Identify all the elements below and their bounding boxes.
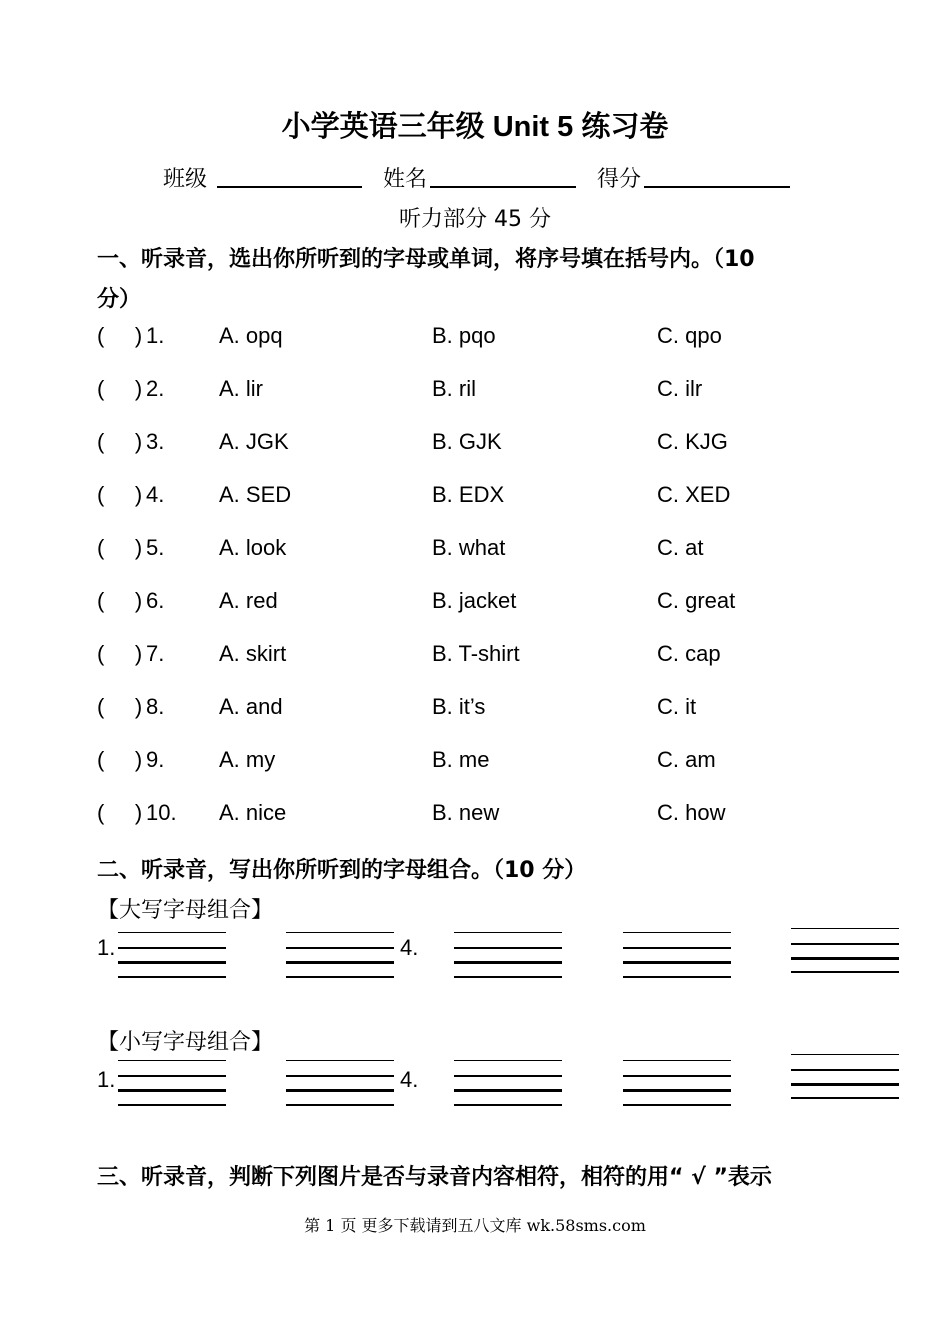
answer-parens[interactable]: ( ) [97,800,143,825]
question-number: 5. [146,535,165,560]
writing-line[interactable] [791,971,899,973]
writing-line[interactable] [286,1104,394,1106]
answer-parens[interactable]: ( ) [97,588,143,613]
answer-parens[interactable]: ( ) [97,323,143,348]
writing-line[interactable] [454,1089,562,1092]
writing-line[interactable] [791,1083,899,1086]
option-b: B. pqo [432,323,496,348]
option-a: A. JGK [219,429,289,454]
writing-line[interactable] [454,1104,562,1106]
writing-line[interactable] [623,1075,731,1077]
class-field[interactable] [217,186,362,188]
uppercase-group-label: 【大写字母组合】 [97,898,274,923]
writing-line[interactable] [454,976,562,978]
writing-line[interactable] [454,961,562,964]
section2-heading: 二、听录音，写出你所听到的字母组合。（10 分） [97,858,587,883]
writing-line[interactable] [791,1097,899,1099]
writing-line[interactable] [118,1104,226,1106]
question-number: 1. [146,323,165,348]
option-b: B. ril [432,376,476,401]
upper-item-4-num: 4. [400,935,419,960]
writing-line[interactable] [623,947,731,949]
option-b: B. EDX [432,482,505,507]
score-field[interactable] [644,186,790,188]
writing-line[interactable] [286,947,394,949]
option-a: A. look [219,535,287,560]
section1-heading-cont: 分） [97,287,142,312]
writing-line[interactable] [118,1075,226,1077]
option-c: C. cap [657,641,721,666]
writing-line[interactable] [791,957,899,960]
option-b: B. T-shirt [432,641,520,666]
writing-line[interactable] [118,976,226,978]
name-field[interactable] [430,186,576,188]
page-title: 小学英语三年级 Unit 5 练习卷 [281,111,669,143]
question-number: 4. [146,482,165,507]
writing-line[interactable] [286,1075,394,1077]
writing-line[interactable] [118,1060,226,1061]
option-b: B. new [432,800,500,825]
option-a: A. lir [219,376,263,401]
option-a: A. my [219,747,276,772]
answer-parens[interactable]: ( ) [97,535,143,560]
writing-line[interactable] [791,943,899,945]
writing-line[interactable] [454,1075,562,1077]
option-c: C. KJG [657,429,728,454]
question-number: 10. [146,800,177,825]
question-number: 2. [146,376,165,401]
writing-line[interactable] [286,932,394,933]
score-label: 得分 [597,167,642,192]
answer-parens[interactable]: ( ) [97,482,143,507]
answer-parens[interactable]: ( ) [97,376,143,401]
answer-parens[interactable]: ( ) [97,429,143,454]
writing-line[interactable] [791,928,899,929]
option-c: C. it [657,694,697,719]
option-c: C. am [657,747,716,772]
question-number: 8. [146,694,165,719]
writing-line[interactable] [286,1060,394,1061]
writing-line[interactable] [623,976,731,978]
writing-line[interactable] [118,947,226,949]
class-label: 班级 [163,167,208,192]
upper-item-1-num: 1. [97,935,116,960]
lower-item-4-num: 4. [400,1067,419,1092]
writing-line[interactable] [286,1089,394,1092]
option-a: A. red [219,588,278,613]
option-a: A. skirt [219,641,287,666]
writing-line[interactable] [791,1054,899,1055]
option-b: B. jacket [432,588,517,613]
option-c: C. qpo [657,323,722,348]
option-c: C. how [657,800,726,825]
option-b: B. what [432,535,506,560]
question-number: 3. [146,429,165,454]
option-b: B. me [432,747,490,772]
answer-parens[interactable]: ( ) [97,641,143,666]
writing-line[interactable] [623,1104,731,1106]
answer-parens[interactable]: ( ) [97,694,143,719]
option-b: B. it’s [432,694,486,719]
option-c: C. XED [657,482,731,507]
section1-heading: 一、听录音，选出你所听到的字母或单词，将序号填在括号内。（10 [97,247,755,272]
writing-line[interactable] [454,947,562,949]
writing-line[interactable] [623,932,731,933]
writing-line[interactable] [118,932,226,933]
question-number: 7. [146,641,165,666]
page-footer: 第 1 页 更多下载请到五八文库 wk.58sms.com [304,1216,646,1235]
question-number: 9. [146,747,165,772]
writing-line[interactable] [623,1089,731,1092]
writing-line[interactable] [286,961,394,964]
option-a: A. opq [219,323,283,348]
option-a: A. SED [219,482,292,507]
writing-line[interactable] [454,1060,562,1061]
writing-line[interactable] [623,961,731,964]
question-number: 6. [146,588,165,613]
writing-line[interactable] [118,1089,226,1092]
option-a: A. and [219,694,283,719]
writing-line[interactable] [791,1069,899,1071]
writing-line[interactable] [286,976,394,978]
name-label: 姓名 [383,167,428,192]
option-c: C. at [657,535,704,560]
listening-subtitle: 听力部分 45 分 [399,207,551,232]
lower-item-1-num: 1. [97,1067,116,1092]
writing-line[interactable] [623,1060,731,1061]
option-a: A. nice [219,800,287,825]
option-c: C. ilr [657,376,703,401]
writing-line[interactable] [454,932,562,933]
writing-line[interactable] [118,961,226,964]
section3-heading: 三、听录音，判断下列图片是否与录音内容相符，相符的用“ √ ”表示 [97,1165,772,1190]
option-c: C. great [657,588,736,613]
lowercase-group-label: 【小写字母组合】 [97,1030,274,1055]
answer-parens[interactable]: ( ) [97,747,143,772]
option-b: B. GJK [432,429,502,454]
